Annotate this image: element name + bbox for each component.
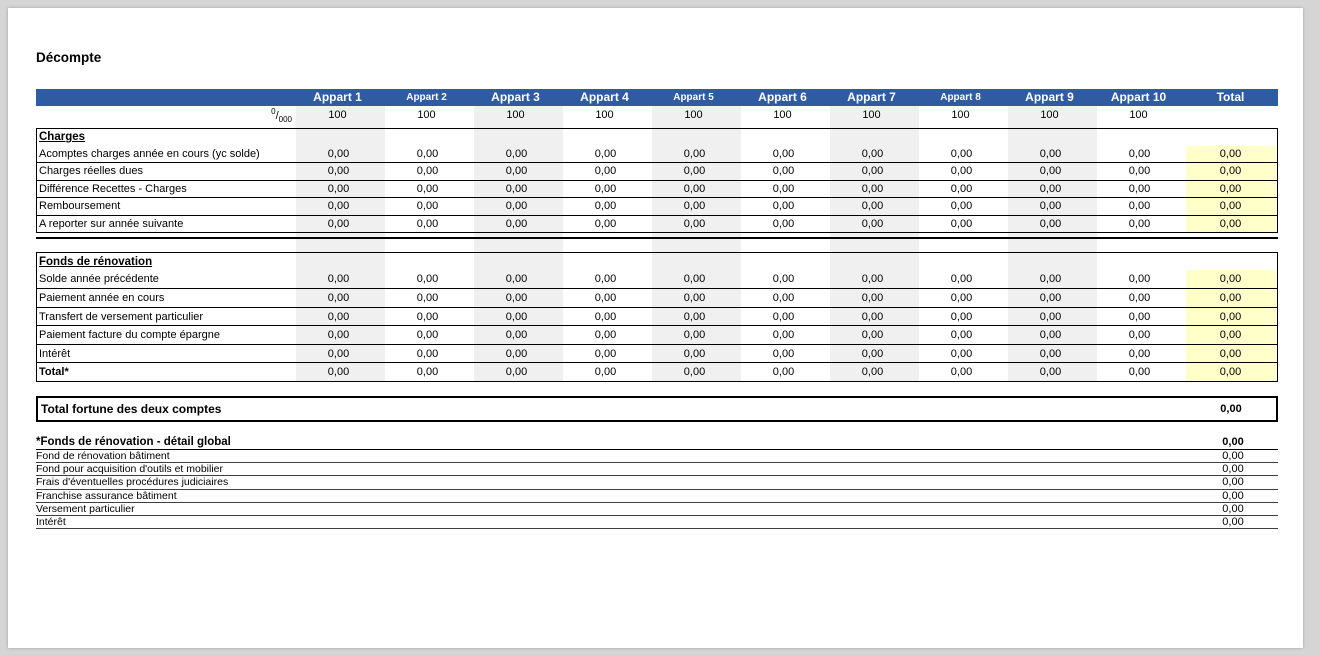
value-cell: 0,00 (594, 147, 617, 160)
summary-row (36, 396, 1278, 422)
table-row (37, 308, 1277, 327)
value-cell: 0,00 (1128, 347, 1151, 360)
value-cell: 0,00 (1039, 347, 1062, 360)
table-divider-line (36, 237, 1278, 239)
column-header-appart-9: Appart 9 (1025, 90, 1074, 104)
value-cell: 0,00 (594, 165, 617, 178)
value-cell: 0,00 (327, 273, 350, 286)
table-row (37, 216, 1277, 233)
document-page (8, 8, 1303, 648)
value-cell: 0,00 (505, 291, 528, 304)
value-cell: 0,00 (416, 347, 439, 360)
detail-row-label: Versement particulier (36, 502, 135, 515)
value-cell: 0,00 (1128, 329, 1151, 342)
value-cell: 0,00 (416, 217, 439, 230)
value-cell: 0,00 (1039, 273, 1062, 286)
value-cell: 0,00 (416, 182, 439, 195)
value-cell: 0,00 (683, 291, 706, 304)
value-cell: 0,00 (505, 200, 528, 213)
value-cell: 0,00 (861, 273, 884, 286)
total-value-cell: 0,00 (1219, 147, 1242, 160)
value-cell: 0,00 (416, 366, 439, 379)
detail-row (36, 490, 1278, 503)
quota-value-cell: 100 (506, 109, 525, 121)
value-cell: 0,00 (594, 366, 617, 379)
value-cell: 0,00 (861, 182, 884, 195)
row-label: Paiement année en cours (39, 291, 165, 304)
row-label: Intérêt (39, 347, 71, 360)
column-header-appart-5: Appart 5 (673, 92, 714, 103)
column-header-appart-1: Appart 1 (313, 90, 362, 104)
value-cell: 0,00 (861, 329, 884, 342)
value-cell: 0,00 (327, 347, 350, 360)
value-cell: 0,00 (594, 310, 617, 323)
column-header-appart-8: Appart 8 (940, 92, 981, 103)
table-row (37, 271, 1277, 290)
value-cell: 0,00 (327, 147, 350, 160)
value-cell: 0,00 (950, 273, 973, 286)
value-cell: 0,00 (683, 347, 706, 360)
section-header-row (37, 253, 1277, 271)
value-cell: 0,00 (1128, 200, 1151, 213)
value-cell: 0,00 (594, 200, 617, 213)
column-header-appart-10: Appart 10 (1110, 90, 1167, 104)
value-cell: 0,00 (1128, 291, 1151, 304)
detail-section (36, 434, 1278, 529)
value-cell: 0,00 (1039, 200, 1062, 213)
value-cell: 0,00 (861, 147, 884, 160)
value-cell: 0,00 (505, 347, 528, 360)
value-cell: 0,00 (950, 310, 973, 323)
permille-slash: / (275, 110, 279, 122)
value-cell: 0,00 (327, 310, 350, 323)
value-cell: 0,00 (772, 200, 795, 213)
table-row (37, 326, 1277, 345)
value-cell: 0,00 (505, 165, 528, 178)
detail-title: *Fonds de rénovation - détail global (36, 435, 231, 448)
value-cell: 0,00 (327, 291, 350, 304)
total-value-cell: 0,00 (1219, 291, 1242, 304)
detail-row-value: 0,00 (1222, 463, 1244, 476)
value-cell: 0,00 (327, 329, 350, 342)
value-cell: 0,00 (950, 200, 973, 213)
value-cell: 0,00 (861, 165, 884, 178)
value-cell: 0,00 (594, 291, 617, 304)
value-cell: 0,00 (1039, 310, 1062, 323)
value-cell: 0,00 (683, 165, 706, 178)
table-header-row (36, 89, 1278, 106)
value-cell: 0,00 (1039, 182, 1062, 195)
quota-value-cell: 100 (595, 109, 614, 121)
value-cell: 0,00 (683, 310, 706, 323)
value-cell: 0,00 (1128, 273, 1151, 286)
value-cell: 0,00 (1039, 329, 1062, 342)
value-cell: 0,00 (416, 165, 439, 178)
page-title: Décompte (36, 50, 102, 65)
total-value-cell: 0,00 (1219, 217, 1242, 230)
value-cell: 0,00 (950, 147, 973, 160)
value-cell: 0,00 (950, 347, 973, 360)
row-label: Transfert de versement particulier (39, 310, 204, 323)
permille-denominator: 000 (278, 115, 292, 124)
value-cell: 0,00 (327, 200, 350, 213)
detail-header-row (36, 434, 1278, 450)
section-title: Charges (39, 131, 86, 144)
value-cell: 0,00 (1128, 147, 1151, 160)
quota-value-cell: 100 (773, 109, 792, 121)
value-cell: 0,00 (594, 217, 617, 230)
row-label: Paiement facture du compte épargne (39, 329, 221, 342)
row-label: Charges réelles dues (39, 165, 143, 178)
value-cell: 0,00 (416, 273, 439, 286)
value-cell: 0,00 (772, 217, 795, 230)
permille-label (36, 107, 293, 124)
value-cell: 0,00 (950, 217, 973, 230)
detail-row-label: Fond pour acquisition d'outils et mobilier (36, 463, 224, 476)
value-cell: 0,00 (772, 347, 795, 360)
section-title: Fonds de rénovation (39, 255, 153, 268)
total-value-cell: 0,00 (1219, 165, 1242, 178)
detail-row (36, 476, 1278, 489)
value-cell: 0,00 (772, 165, 795, 178)
value-cell: 0,00 (416, 200, 439, 213)
value-cell: 0,00 (683, 200, 706, 213)
value-cell: 0,00 (416, 310, 439, 323)
section-header-row (37, 129, 1277, 146)
value-cell: 0,00 (861, 347, 884, 360)
detail-row-value: 0,00 (1222, 489, 1244, 502)
value-cell: 0,00 (1039, 366, 1062, 379)
summary-value: 0,00 (1220, 403, 1242, 415)
value-cell: 0,00 (683, 366, 706, 379)
column-header-appart-7: Appart 7 (847, 90, 896, 104)
value-cell: 0,00 (861, 217, 884, 230)
quota-value-cell: 100 (684, 109, 703, 121)
charges-table (36, 128, 1278, 233)
value-cell: 0,00 (594, 347, 617, 360)
row-label: Acomptes charges année en cours (yc solde) (39, 147, 260, 160)
value-cell: 0,00 (950, 366, 973, 379)
table-row (37, 363, 1277, 381)
quota-value-cell: 100 (1040, 109, 1059, 121)
column-header-appart-3: Appart 3 (491, 90, 540, 104)
value-cell: 0,00 (416, 329, 439, 342)
quota-value-cell: 100 (1129, 109, 1148, 121)
value-cell: 0,00 (327, 366, 350, 379)
detail-row-label: Fond de rénovation bâtiment (36, 450, 170, 463)
table-row (37, 181, 1277, 199)
value-cell: 0,00 (1128, 366, 1151, 379)
quota-value-cell: 100 (862, 109, 881, 121)
detail-row (36, 450, 1278, 463)
table-row (37, 163, 1277, 181)
detail-row-value: 0,00 (1222, 516, 1244, 529)
value-cell: 0,00 (772, 273, 795, 286)
value-cell: 0,00 (594, 273, 617, 286)
value-cell: 0,00 (950, 329, 973, 342)
value-cell: 0,00 (683, 273, 706, 286)
permille-numerator: 0 (271, 107, 276, 116)
value-cell: 0,00 (772, 291, 795, 304)
value-cell: 0,00 (683, 217, 706, 230)
total-value-cell: 0,00 (1219, 329, 1242, 342)
value-cell: 0,00 (683, 329, 706, 342)
value-cell: 0,00 (505, 217, 528, 230)
row-label: A reporter sur année suivante (39, 217, 184, 230)
table-row (37, 198, 1277, 216)
value-cell: 0,00 (1039, 165, 1062, 178)
value-cell: 0,00 (772, 147, 795, 160)
table-row (37, 289, 1277, 308)
detail-rows (36, 450, 1278, 529)
value-cell: 0,00 (327, 165, 350, 178)
value-cell: 0,00 (505, 310, 528, 323)
value-cell: 0,00 (861, 310, 884, 323)
quota-row (36, 106, 1278, 125)
value-cell: 0,00 (1128, 182, 1151, 195)
detail-row (36, 516, 1278, 529)
value-cell: 0,00 (1039, 217, 1062, 230)
value-cell: 0,00 (861, 291, 884, 304)
detail-row-value: 0,00 (1222, 450, 1244, 463)
value-cell: 0,00 (416, 291, 439, 304)
value-cell: 0,00 (327, 217, 350, 230)
value-cell: 0,00 (594, 182, 617, 195)
value-cell: 0,00 (950, 165, 973, 178)
value-cell: 0,00 (327, 182, 350, 195)
total-value-cell: 0,00 (1219, 310, 1242, 323)
value-cell: 0,00 (861, 366, 884, 379)
value-cell: 0,00 (861, 200, 884, 213)
value-cell: 0,00 (594, 329, 617, 342)
detail-row-value: 0,00 (1222, 476, 1244, 489)
row-label: Différence Recettes - Charges (39, 182, 187, 195)
detail-row-value: 0,00 (1222, 502, 1244, 515)
quota-value-cell: 100 (951, 109, 970, 121)
value-cell: 0,00 (950, 182, 973, 195)
total-value-cell: 0,00 (1219, 200, 1242, 213)
value-cell: 0,00 (1128, 165, 1151, 178)
table-row (37, 146, 1277, 164)
value-cell: 0,00 (683, 147, 706, 160)
table-row (37, 345, 1277, 364)
column-header-appart-4: Appart 4 (580, 90, 629, 104)
column-header-total: Total (1216, 90, 1245, 104)
detail-row-label: Frais d'éventuelles procédures judiciaires (36, 476, 229, 489)
value-cell: 0,00 (505, 366, 528, 379)
row-label: Total* (39, 366, 69, 379)
detail-total-value: 0,00 (1222, 435, 1244, 448)
value-cell: 0,00 (505, 147, 528, 160)
value-cell: 0,00 (505, 273, 528, 286)
row-label: Remboursement (39, 200, 121, 213)
value-cell: 0,00 (1128, 217, 1151, 230)
total-value-cell: 0,00 (1219, 182, 1242, 195)
value-cell: 0,00 (1128, 310, 1151, 323)
value-cell: 0,00 (1039, 147, 1062, 160)
total-value-cell: 0,00 (1219, 347, 1242, 360)
value-cell: 0,00 (772, 366, 795, 379)
value-cell: 0,00 (950, 291, 973, 304)
fonds-renovation-table (36, 252, 1278, 382)
total-value-cell: 0,00 (1219, 273, 1242, 286)
value-cell: 0,00 (772, 310, 795, 323)
detail-row (36, 463, 1278, 476)
value-cell: 0,00 (772, 329, 795, 342)
value-cell: 0,00 (1039, 291, 1062, 304)
column-header-appart-2: Appart 2 (406, 92, 447, 103)
value-cell: 0,00 (505, 329, 528, 342)
value-cell: 0,00 (416, 147, 439, 160)
detail-row-label: Franchise assurance bâtiment (36, 489, 177, 502)
detail-row-label: Intérêt (36, 516, 66, 529)
quota-value-cell: 100 (328, 109, 347, 121)
detail-row (36, 503, 1278, 516)
column-header-appart-6: Appart 6 (758, 90, 807, 104)
summary-label: Total fortune des deux comptes (41, 402, 222, 416)
value-cell: 0,00 (683, 182, 706, 195)
row-label: Solde année précédente (39, 273, 159, 286)
total-value-cell: 0,00 (1219, 366, 1242, 379)
value-cell: 0,00 (772, 182, 795, 195)
quota-value-cell: 100 (417, 109, 436, 121)
value-cell: 0,00 (505, 182, 528, 195)
